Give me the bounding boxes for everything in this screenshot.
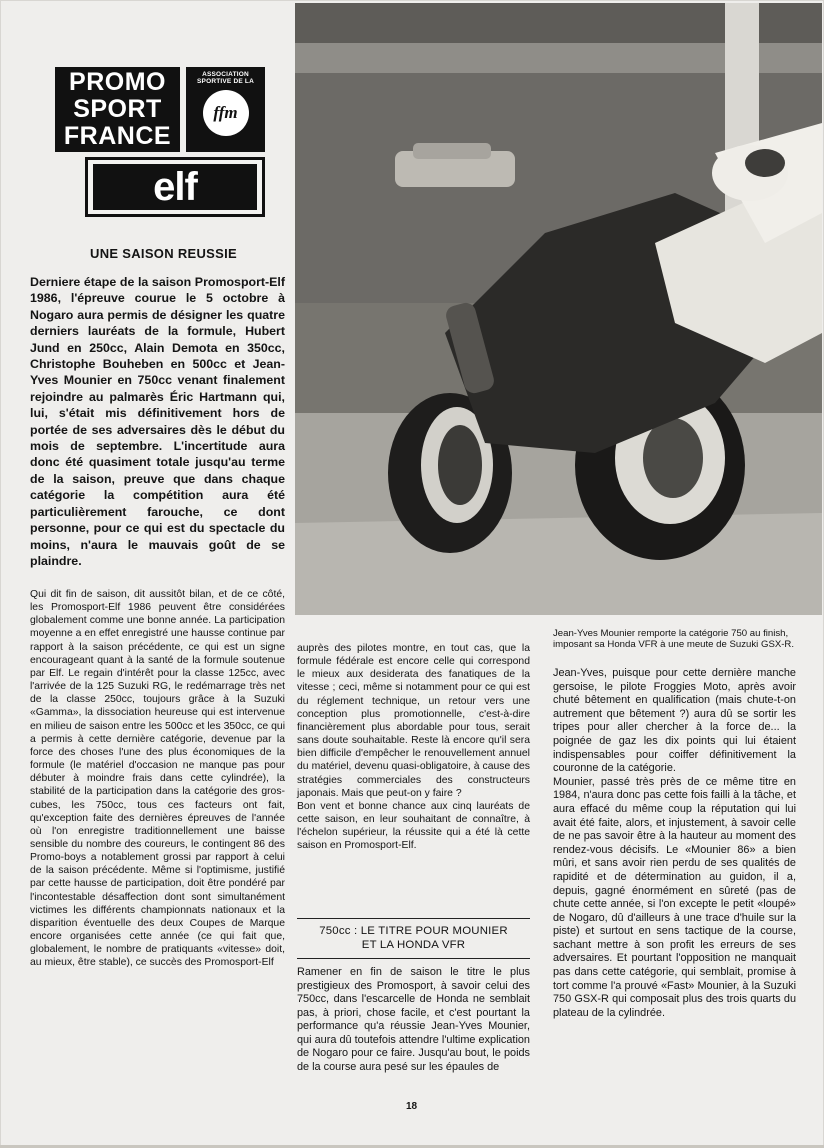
- elf-logo: [85, 157, 265, 217]
- ffm-emblem-icon: [203, 90, 249, 136]
- race-photo: [295, 3, 822, 615]
- motorcycle-racing-image: [295, 3, 822, 615]
- promosport-logo: [55, 67, 265, 217]
- article-intro: Derniere étape de la saison Promosport-Elf 1986, l'épreuve courue le 5 octobre à Nogaro aura permis de désigner les quatre derniers lauréats de la formule, Hubert Jund en 250cc, Alain Demota en 350cc, Christophe Bouheben en 500cc et Jean-Yves Mounier en 750cc venant finalement rejoindre au palmarès Éric Hartmann qui, lui, s'était mis définitivement hors de portée de ses adversaires dès le début du mois de septembre. L'incertitude aura donc été quasiment totale jusqu'au terme de la saison, preuve que dans chaque catégorie la compétition aura été particulièrement farouche, ce dont personne, pour ce qui est du spectacle du moins, n'aura le mauvais goût de se plaindre.: [30, 275, 285, 568]
- logo-line-promo: PROMO: [69, 68, 166, 96]
- section-title-line-2: ET LA HONDA VFR: [361, 938, 466, 951]
- article-headline: UNE SAISON REUSSIE: [90, 246, 237, 261]
- body-column-1: Qui dit fin de saison, dit aussitôt bilan, et de ce côté, les Promosport-Elf 1986 peuvent être considérées globalement comme une bonne année. La participation moyenne a en effet enregistré une hausse continue par rapport à la saison précédente, ce qui est un signe encourageant quant à la santé de la formule soutenue par Elf. Le regain d'intérêt pour la classe 125cc, avec l'arrivée de la 125 Suzuki RG, le redémarrage très net de la classe 250cc, toujours grâce à la Suzuki «Gamma», la dissociation heureuse qui est intervenue en milieu de saison entre les 500cc et les 350cc, ce qui a permis à cette dernière catégorie, devenue par la force des choses l'une des plus économiques de la formule (le matériel d'occasion ne manque pas pour débuter à moindre frais dans cette cylindrée), la stabilité de la participation dans la catégorie des gros-cubes, les 750cc, tous ces facteurs ont fait, qu'exception faite des dernières épreuves de l'année où l'on enregistre traditionnellement une baisse sensible du nombre des coureurs, le contingent 86 des Promo-boys a notablement grossi par rapport à celui de la saison précédente. Même si l'optimisme, justifié par cette hausse de participation, doit être pondéré par l'incontestable désaffection dont sont simultanément victimes les différents championnats nationaux et la disparition éventuelle des deux Coupes de Marque encore organisées cette année (ce qui fait que, globalement, le nombre de pratiquants «vitesse» doit, au mieux, être stable), ce succès des Promosport-Elf: [30, 589, 285, 969]
- ffm-association-badge: [186, 67, 265, 152]
- section-title-line-1: 750cc : LE TITRE POUR MOUNIER: [319, 925, 508, 937]
- page-number: 18: [406, 1101, 418, 1112]
- body-column-2: auprès des pilotes montre, en tout cas, que la formule fédérale est encore celle qui correspond le mieux aux desiderata des fanatiques de la vitesse ; ceci, même si notamment pour ce qui est du réglement technique, un retour vers une conception plus promotionnelle, c'est-à-dire financièrement plus abordable pour tous, serait sans doute souhaitable. Reste là encore qu'il sera bien difficile d'empêcher le renouvellement annuel du matériel, devenu quasi-obligatoire, à cause des stratégies commerciales des constructeurs japonais. Mais que peut-on y faire ? Bon vent et bonne chance aux cinq lauréats de cette saison, en leur souhaitant de connaître, à l'échelon supérieur, la réussite qui a été là cette saison en Promosport-Elf.: [297, 643, 530, 852]
- body-column-3: Jean-Yves, puisque pour cette dernière manche gersoise, le pilote Froggies Moto, après avoir chuté bêtement en qualification (mais chute-t-on autrement que bêtement ?) aura dû se sortir les tripes pour aller chercher à la force de... la poignée de gaz les dix points qui lui étaient indispensables pour coiffer définitivement la couronne de la catégorie. Mounier, passé très près de ce même titre en 1984, n'aura donc pas cette fois failli à la tâche, et aura effacé du même coup la réputation qui lui avait été faite, alors, et injustement, à savoir celle de ne pas savoir être à la hauteur au moment des rendez-vous décisifs. Le «Mounier 86» a bien mûri, et sans avoir rien perdu de ses qualités de rapidité et de détermination au guidon, il a, depuis, gagné énormément en sûreté (pas de chute cette année, si l'on excepte le petit «loupé» de Nogaro, dû d'ailleurs à une trace d'huile sur la piste) et surtout en sens tactique de la course, sachant mettre à son profit les erreurs de ses adversaires. Et pourtant l'opposition ne manquait pas dans cette catégorie, qui semblait, promise à tort comme l'a prouvé «Fast» Mounier, à la Suzuki 750 GSX-R qui composait plus des trois quarts du plateau de la cylindrée.: [553, 667, 796, 1019]
- logo-line-sport: SPORT: [73, 95, 162, 123]
- elf-wordmark: elf: [93, 164, 257, 210]
- promo-sport-france-wordmark: [55, 67, 180, 152]
- association-line-2: SPORTIVE DE LA: [197, 78, 254, 85]
- photo-caption: Jean-Yves Mounier remporte la catégorie 750 au finish, imposant sa Honda VFR à une meute de Suzuki GSX-R.: [553, 628, 795, 651]
- section-title-box: [297, 918, 530, 959]
- ffm-text: ffm: [213, 103, 238, 122]
- section-750cc-text: Ramener en fin de saison le titre le plus prestigieux des Promosport, à savoir celui des 750cc, dans l'escarcelle de Honda ne semblait pas, à priori, chose facile, et c'est pourtant la performance qu'a réussie Jean-Yves Mounier, qui aura dû toutefois attendre l'ultime explication de Nogaro pour ce faire. Jusqu'au bout, le poids de la course aura pesé sur les épaules de: [297, 966, 530, 1073]
- logo-line-france: FRANCE: [63, 122, 172, 150]
- association-line-1: ASSOCIATION: [202, 71, 249, 78]
